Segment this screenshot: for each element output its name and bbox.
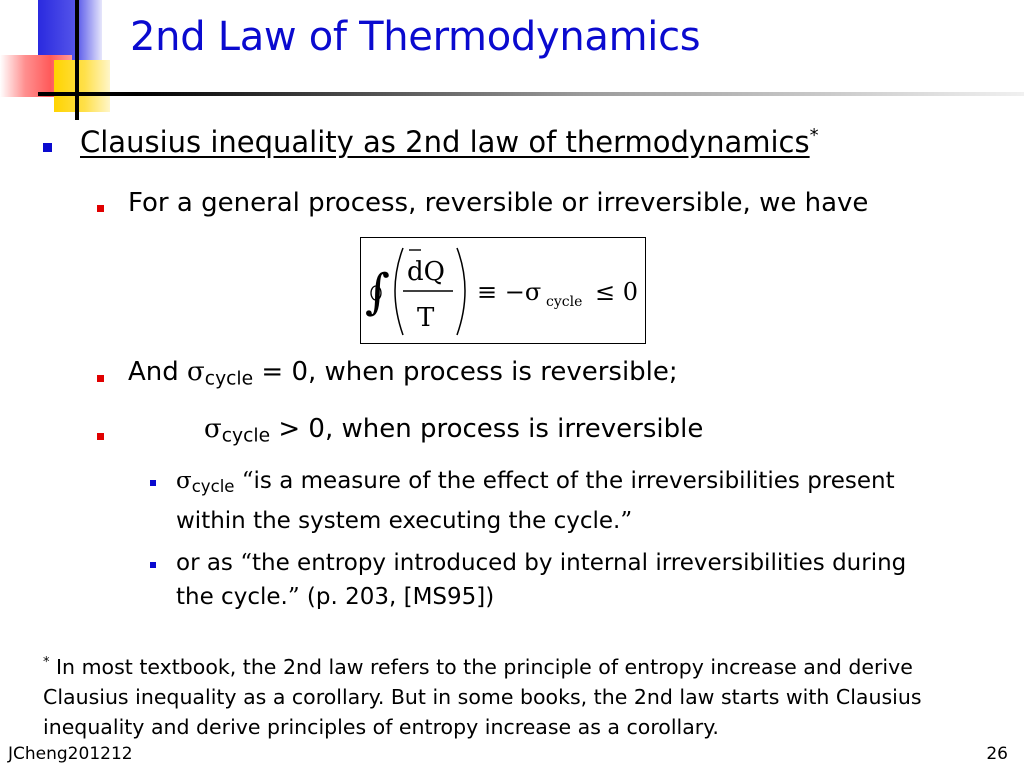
quote-text-line-2: within the system executing the cycle. xyxy=(176,508,621,535)
general-process-text: For a general process, reversible or irreversible, we have xyxy=(128,188,869,218)
sigma-meaning-quote xyxy=(176,464,895,538)
equation-denominator: T xyxy=(417,303,435,333)
close-quote: ” xyxy=(287,584,300,610)
bullet-square-icon xyxy=(150,562,156,568)
equation-rhs-tail: ≤ 0 xyxy=(595,278,639,306)
footnote xyxy=(43,648,1003,742)
heading-bullet xyxy=(80,125,819,159)
open-quote: “ xyxy=(234,468,254,494)
equation-box xyxy=(360,237,646,344)
or-as-prefix: or as xyxy=(176,550,241,576)
sigma-symbol: σ xyxy=(204,414,222,444)
bullet-square-icon xyxy=(97,205,104,212)
open-quote: “ xyxy=(240,550,252,576)
bullet-square-icon xyxy=(43,143,52,152)
reversible-case-text xyxy=(128,357,678,390)
sigma-subscript: cycle xyxy=(191,477,235,497)
entropy-quote-line-1 xyxy=(176,546,906,580)
irreversible-case-text xyxy=(204,414,703,447)
sigma-subscript: cycle xyxy=(204,368,254,390)
equation-numerator: dQ xyxy=(407,257,445,287)
sigma-meaning-line-1 xyxy=(176,464,895,504)
and-prefix: And xyxy=(128,357,188,387)
decorative-yellow-block xyxy=(54,60,110,112)
bullet-square-icon xyxy=(97,375,104,382)
entropy-text-line-2: the cycle. xyxy=(176,584,288,610)
bullet-square-icon xyxy=(97,433,104,440)
clausius-inequality-equation xyxy=(361,238,645,343)
bullet-square-icon xyxy=(150,480,156,486)
sigma-symbol: σ xyxy=(176,468,192,494)
citation: (p. 203, [MS95]) xyxy=(299,584,495,610)
footnote-mark: * xyxy=(43,655,50,670)
sigma-subscript: cycle xyxy=(221,425,271,447)
entropy-quote-line-2 xyxy=(176,580,906,614)
reversible-rest: = 0, when process is reversible; xyxy=(253,357,678,387)
page-number: 26 xyxy=(986,744,1008,764)
close-quote: ” xyxy=(620,508,633,535)
footnote-marker: * xyxy=(809,125,819,147)
right-parenthesis xyxy=(457,248,465,335)
sigma-symbol: σ xyxy=(187,357,205,387)
footer-author: JCheng201212 xyxy=(8,744,133,764)
sigma-meaning-line-2 xyxy=(176,504,895,538)
heading-bullet-text: Clausius inequality as 2nd law of thermodynamics xyxy=(80,125,810,159)
irreversible-rest: > 0, when process is irreversible xyxy=(270,414,704,444)
entropy-text-line-1: the entropy introduced by internal irreversibilities during xyxy=(252,550,907,576)
footnote-text: In most textbook, the 2nd law refers to the principle of entropy increase and derive Clausius inequality as a corollary. But in some books, the 2nd law starts with Clausius inequality and derive principles of entropy increase as a corollary. xyxy=(43,654,922,739)
quote-text-line-1: is a measure of the effect of the irreversibilities present xyxy=(253,468,895,494)
left-parenthesis xyxy=(395,248,403,335)
integral-sign: ∫ xyxy=(365,264,391,320)
entropy-quote xyxy=(176,546,906,614)
title-underline-rule xyxy=(38,92,1024,96)
equation-rhs-subscript: cycle xyxy=(546,294,583,310)
slide-title: 2nd Law of Thermodynamics xyxy=(130,14,701,60)
equation-rhs-symbol: ≡ −σ xyxy=(477,278,542,306)
decorative-vertical-line xyxy=(75,0,79,120)
